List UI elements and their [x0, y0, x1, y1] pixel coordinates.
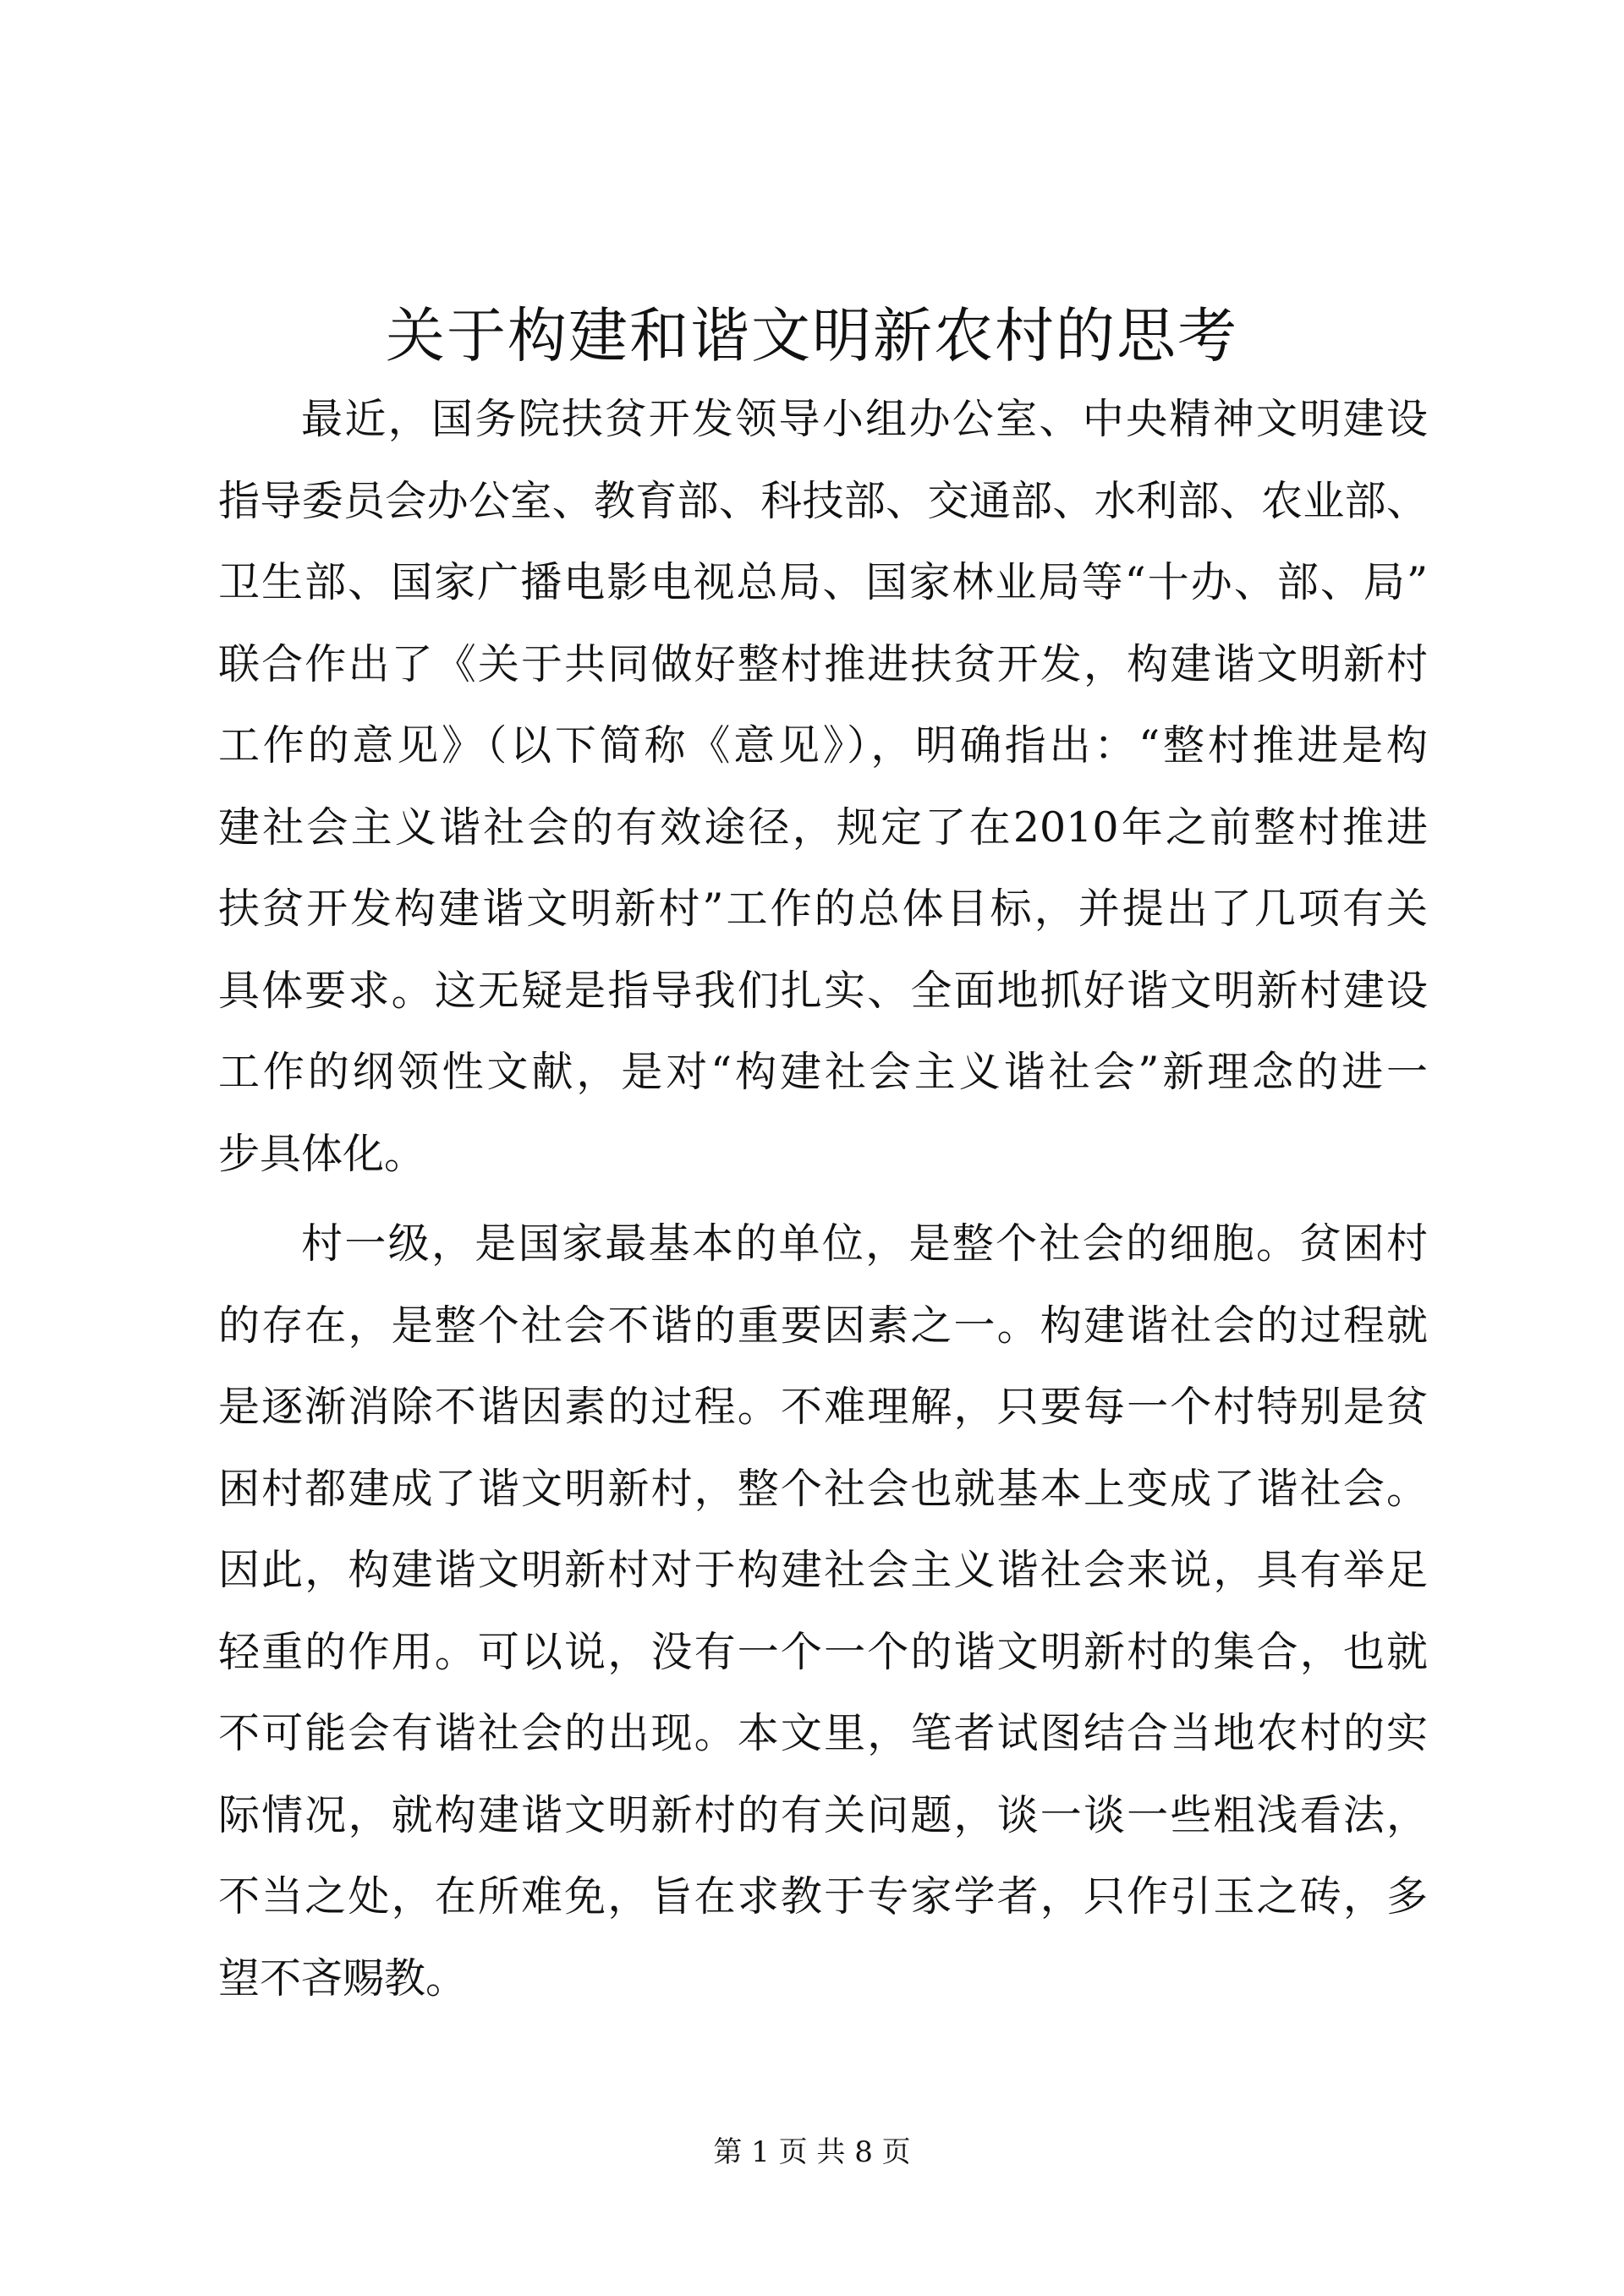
text-line: 轻重的作用。可以说，没有一个一个的谐文明新村的集合，也就: [218, 1627, 1428, 1676]
page-number-footer: 第 1 页 共 8 页: [713, 2135, 911, 2169]
text-line: 不当之处，在所难免，旨在求教于专家学者，只作引玉之砖，多: [218, 1872, 1428, 1921]
text-line: 的存在，是整个社会不谐的重要因素之一。构建谐社会的过程就: [218, 1301, 1428, 1350]
text-line: 因此，构建谐文明新村对于构建社会主义谐社会来说，具有举足: [218, 1546, 1428, 1594]
text-line: 步具体化。: [218, 1129, 426, 1178]
text-line: 不可能会有谐社会的出现。本文里，笔者试图结合当地农村的实: [218, 1709, 1428, 1757]
text-line: 是逐渐消除不谐因素的过程。不难理解，只要每一个村特别是贫: [218, 1383, 1428, 1431]
text-line: 卫生部、国家广播电影电视总局、国家林业局等“十办、部、局”: [218, 558, 1428, 606]
text-line: 扶贫开发构建谐文明新村”工作的总体目标，并提出了几项有关: [218, 885, 1428, 933]
text-line: 困村都建成了谐文明新村，整个社会也就基本上变成了谐社会。: [218, 1464, 1428, 1513]
text-line: 具体要求。这无疑是指导我们扎实、全面地抓好谐文明新村建设: [218, 966, 1428, 1015]
text-line: 际情况，就构建谐文明新村的有关问题，谈一谈一些粗浅看法，: [218, 1790, 1428, 1839]
text-line: 望不吝赐教。: [218, 1954, 468, 2003]
text-line: 最近，国务院扶贫开发领导小组办公室、中央精神文明建设: [301, 395, 1428, 443]
text-line: 建社会主义谐社会的有效途径，规定了在2010年之前整村推进: [218, 803, 1428, 852]
paragraph-1: [218, 379, 1428, 1195]
text-line: 村一级，是国家最基本的单位，是整个社会的细胞。贫困村: [301, 1219, 1428, 1268]
text-line: 工作的意见》（以下简称《意见》），明确指出：“整村推进是构: [218, 721, 1428, 770]
text-line: 联合作出了《关于共同做好整村推进扶贫开发，构建谐文明新村: [218, 639, 1428, 688]
text-line: 指导委员会办公室、教育部、科技部、交通部、水利部、农业部、: [218, 476, 1428, 525]
document-title: 关于构建和谐文明新农村的思考: [386, 301, 1238, 370]
paragraph-2: [218, 1203, 1428, 2019]
text-line: 工作的纲领性文献，是对“构建社会主义谐社会”新理念的进一: [218, 1048, 1428, 1096]
document-body: [218, 379, 1428, 2028]
